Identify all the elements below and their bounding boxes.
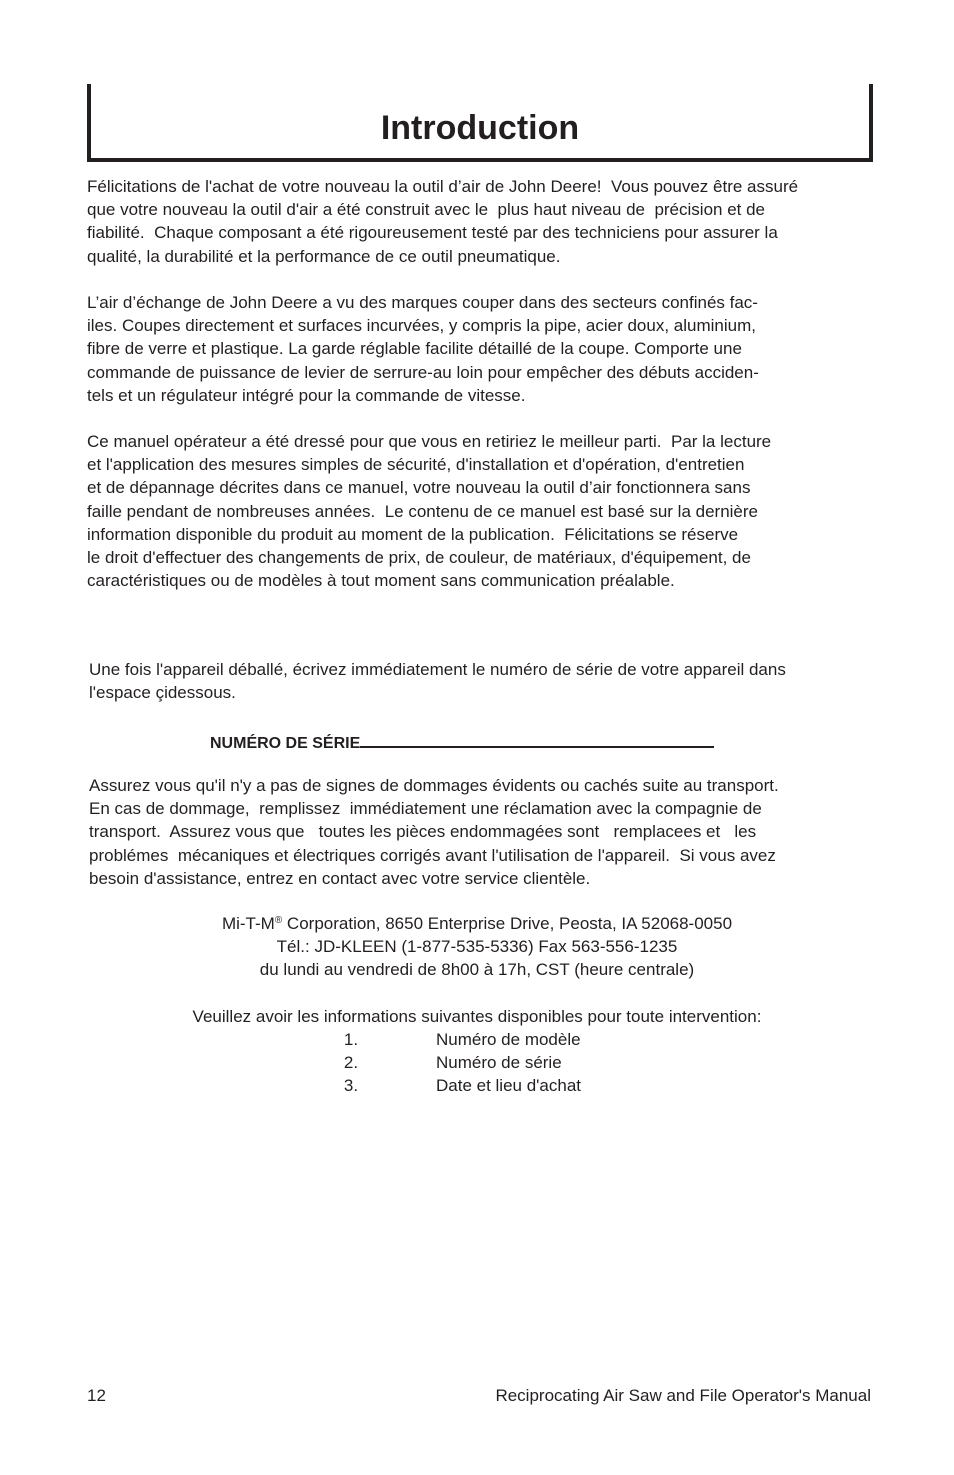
list-item	[0, 1028, 954, 1051]
info-list	[0, 1028, 954, 1098]
shipping-damage-paragraph: Assurez vous qu'il n'y a pas de signes de dommages évidents ou cachés suite au transport. En cas de dommage, remplissez immédiatement une réclamation avec la compagnie de transport. Assurez vous que toutes les pièces endommagées sont remplacees et les problémes mécaniques et électriques corrigés avant l'utilisation de l'appareil. Si vous avez besoin d'assistance, entrez en contact avec votre service clientèle.	[89, 776, 779, 888]
unpacking-paragraph: Une fois l'appareil déballé, écrivez immédiatement le numéro de série de votre appareil dans l'espace çidessous.	[89, 660, 786, 703]
page-title: Introduction	[380, 109, 580, 147]
list-item	[0, 1074, 954, 1097]
serial-number-label: NUMÉRO DE SÉRIE	[210, 735, 361, 752]
serial-number-field	[210, 728, 714, 755]
list-item-text: Date et lieu d'achat	[436, 1076, 582, 1096]
registered-mark: ®	[274, 915, 283, 926]
list-item-text: Numéro de modèle	[436, 1030, 581, 1049]
list-item-text: Numéro de série	[436, 1053, 562, 1073]
company-name: Mi-T-M	[221, 914, 275, 933]
serial-number-blank-line	[360, 728, 714, 748]
page-number: 12	[87, 1386, 106, 1405]
list-item-number: 2.	[343, 1053, 359, 1073]
intro-paragraph-congratulations: Félicitations de l'achat de votre nouveau la outil d’air de John Deere! Vous pouvez être assuré que votre nouveau la outil d'air a été construit avec le plus haut niveau de précision et de fiabilité. Chaque composant a été rigoureusement testé par des techniciens pour assurer la qualité, la durabilité et la performance de ce outil pneumatique.	[87, 177, 799, 266]
contact-block	[0, 912, 954, 982]
title-box	[87, 84, 873, 162]
footer-manual-title: Reciprocating Air Saw and File Operator's Manual	[495, 1386, 871, 1405]
list-item	[0, 1051, 954, 1074]
info-heading: Veuillez avoir les informations suivantes disponibles pour toute intervention:	[192, 1007, 762, 1026]
intro-paragraph-manual-purpose: Ce manuel opérateur a été dressé pour que vous en retiriez le meilleur parti. Par la lecture et l'application des mesures simples de sécurité, d'installation et d'opération, d'entretien et de dépannage décrites dans ce manuel, votre nouveau la outil d’air fonctionnera sans faille pendant de nombreuses années. Le contenu de ce manuel est basé sur la dernière information disponible du produit au moment de la publication. Félicitations se réserve le droit d'effectuer des changements de prix, de couleur, de matériaux, d'équipement, de caractéristiques ou de modèles à tout moment sans communication préalable.	[87, 432, 772, 591]
contact-hours-line: du lundi au vendredi de 8h00 à 17h, CST (heure centrale)	[259, 960, 695, 980]
company-address: Corporation, 8650 Enterprise Drive, Peosta, IA 52068-0050	[282, 914, 733, 933]
contact-address-line	[0, 912, 954, 935]
intro-paragraph-product-description: L’air d’échange de John Deere a vu des marques couper dans des secteurs confinés fac- iles. Coupes directement et surfaces incurvées, y compris la pipe, acier doux, aluminium, fibre de verre et plastique. La garde réglable facilite détaillé de la coupe. Comporte une commande de puissance de levier de serrure-au loin pour empêcher des débuts acciden- tels et un régulateur intégré pour la commande de vitesse.	[87, 293, 759, 405]
list-item-number: 3.	[343, 1076, 359, 1096]
contact-phone-line: Tél.: JD-KLEEN (1-877-535-5336) Fax 563-556-1235	[276, 937, 678, 957]
list-item-number: 1.	[343, 1030, 359, 1049]
